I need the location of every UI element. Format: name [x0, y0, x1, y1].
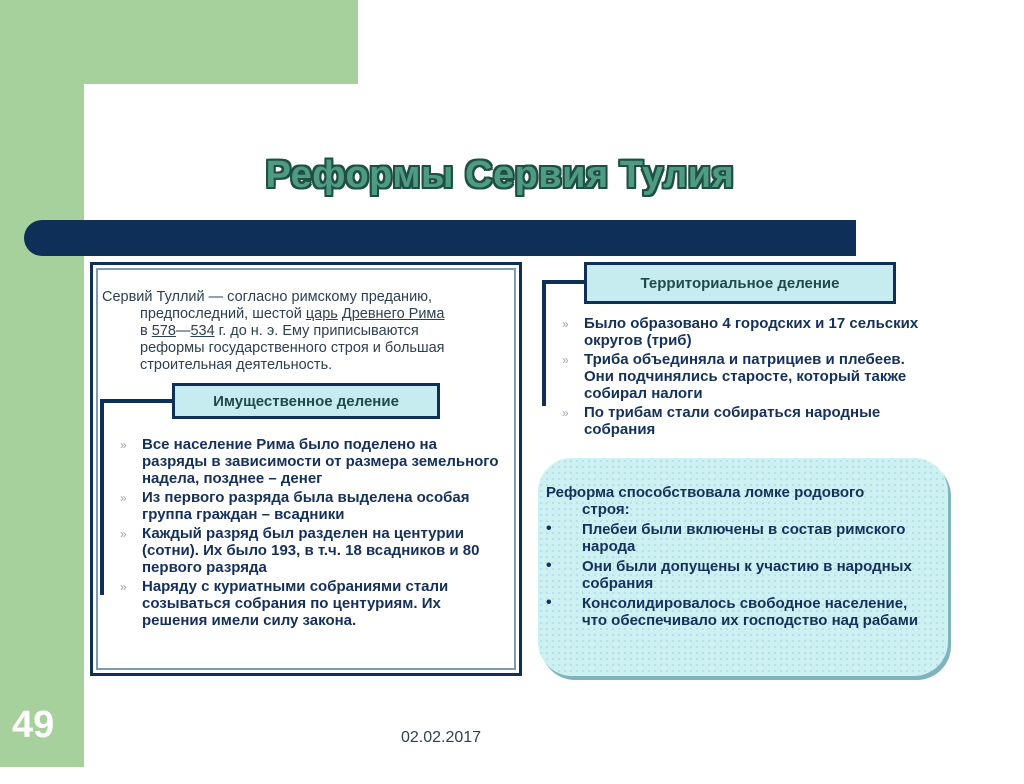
- outcome-list: [542, 521, 922, 632]
- link-year-578[interactable]: 578: [151, 323, 176, 339]
- slide-number: 49: [12, 704, 55, 746]
- left-bracket-top: [100, 399, 174, 403]
- left-accent-strip: [0, 0, 84, 767]
- list-item: • Консолидировалось свободное население, что обеспечивало их господство над рабами: [542, 595, 922, 629]
- intro-line-1: Сервий Туллий — согласно римскому преданию,: [102, 289, 433, 305]
- right-bracket-top: [542, 280, 586, 284]
- intro-text: [102, 289, 512, 374]
- list-item: » Было образовано 4 городских и 17 сельских округов (триб): [556, 315, 936, 349]
- list-item: » Из первого разряда была выделена особая группа граждан – всадники: [114, 489, 504, 523]
- right-bracket-side: [542, 280, 546, 406]
- list-item: » Все население Рима было поделено на разряды в зависимости от размера земельного надела, позднее – денег: [114, 436, 504, 487]
- slide-date: 02.02.2017: [401, 729, 482, 746]
- left-bracket-side: [100, 399, 104, 595]
- list-item: • Они были допущены к участию в народных собрания: [542, 558, 922, 592]
- list-item: • Плебеи были включены в состав римского народа: [542, 521, 922, 555]
- intro-line-3: в 578—534 г. до н. э. Ему приписываются: [140, 323, 419, 339]
- list-item: » Триба объединяла и патрициев и плебеев. Они подчинялись старосте, который также собирал налоги: [556, 351, 936, 402]
- territorial-division-heading: Территориальное деление: [584, 262, 896, 304]
- intro-line-5: строительная деятельность.: [140, 357, 333, 373]
- territorial-division-list: [556, 315, 936, 440]
- link-year-534[interactable]: 534: [190, 323, 215, 339]
- property-division-heading: Имущественное деление: [172, 383, 440, 419]
- slide-title: Реформы Сервия Тулия: [265, 154, 735, 196]
- title-underline-bar: [24, 220, 856, 256]
- link-ancient-rome[interactable]: Древнего Рима: [341, 306, 445, 322]
- list-item: » Наряду с куриатными собраниями стали созываться собрания по центуриям. Их решения имели силу закона.: [114, 578, 504, 629]
- intro-line-2: предпоследний, шестой царь Древнего Рима: [140, 306, 445, 322]
- list-item: » Каждый разряд был разделен на центурии (сотни). Их было 193, в т.ч. 18 всадников и 80 первого разряда: [114, 525, 504, 576]
- list-item: » По трибам стали собираться народные собрания: [556, 404, 936, 438]
- outcome-lead: Реформа способствовала ломке родового строя:: [546, 484, 865, 518]
- property-division-list: [114, 436, 504, 631]
- intro-line-4: реформы государственного строя и большая: [140, 340, 445, 356]
- link-tsar[interactable]: царь: [305, 306, 338, 322]
